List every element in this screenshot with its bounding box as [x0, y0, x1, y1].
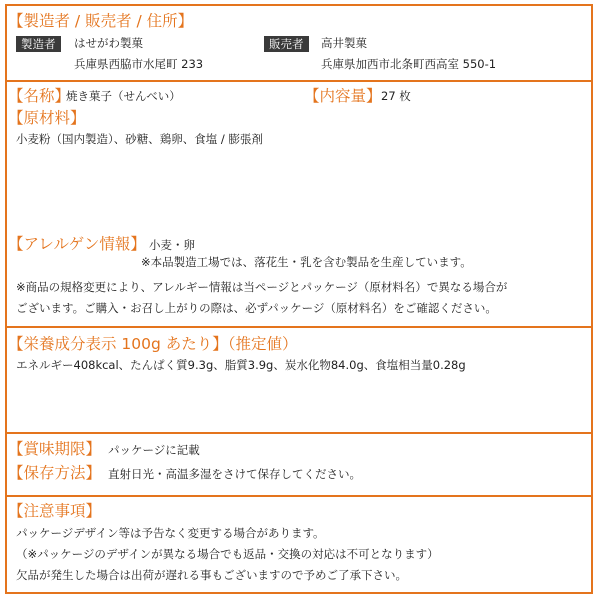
- notes-heading: 【注意事項】: [8, 502, 102, 520]
- allergy-heading: 【アレルゲン情報】: [8, 235, 146, 253]
- seller-address: 兵庫県加西市北条町西高室 550-1: [321, 57, 497, 71]
- manufacturer-tag: 製造者: [16, 36, 61, 52]
- divider-after-storage: [5, 495, 593, 497]
- storage-value: 直射日光・高温多湿をさけて保存してください。: [108, 467, 361, 481]
- quantity-heading: 【内容量】: [304, 87, 382, 105]
- manufacturer-address: 兵庫県西脇市水尾町 233: [74, 57, 204, 71]
- divider-after-maker: [5, 80, 593, 82]
- notes-line3: 欠品が発生した場合は出荷が遅れる事もございますので予めご了承下さい。: [16, 568, 407, 582]
- allergy-factory-note: ※本品製造工場では、落花生・乳を含む製品を生産しています。: [141, 255, 472, 269]
- divider-after-nutrition: [5, 432, 593, 434]
- name-heading: 【名称】: [8, 87, 71, 105]
- notes-line1: パッケージデザイン等は予告なく変更する場合があります。: [16, 526, 325, 540]
- ingredients-text: 小麦粉（国内製造）、砂糖、鶏卵、食塩 / 膨張剤: [16, 132, 263, 146]
- allergy-value: 小麦・卵: [149, 238, 195, 252]
- seller-name: 高井製菓: [321, 36, 367, 50]
- manufacturer-name: はせがわ製菓: [74, 36, 143, 50]
- ingredients-heading: 【原材料】: [8, 109, 86, 127]
- quantity-value: 27 枚: [381, 89, 411, 103]
- name-value: 焼き菓子（せんべい）: [66, 89, 181, 103]
- nutrition-text: エネルギー408kcal、たんぱく質9.3g、脂質3.9g、炭水化物84.0g、食塩相当量0.28g: [16, 358, 466, 372]
- storage-heading: 【保存方法】: [8, 464, 102, 482]
- allergy-notice-line1: ※商品の規格変更により、アレルギー情報は当ページとパッケージ（原材料名）で異なる場合が: [16, 280, 508, 294]
- expiry-value: パッケージに記載: [108, 443, 200, 457]
- maker-heading: 【製造者 / 販売者 / 住所】: [8, 12, 194, 30]
- notes-line2: （※パッケージのデザインが異なる場合でも返品・交換の対応は不可となります）: [16, 547, 439, 561]
- expiry-heading: 【賞味期限】: [8, 440, 102, 458]
- divider-after-allergy: [5, 326, 593, 328]
- nutrition-heading: 【栄養成分表示 100g あたり】（推定値）: [8, 335, 298, 353]
- seller-tag: 販売者: [264, 36, 309, 52]
- allergy-notice-line2: ございます。ご購入・お召し上がりの際は、必ずパッケージ（原材料名）をご確認ください。: [16, 301, 497, 315]
